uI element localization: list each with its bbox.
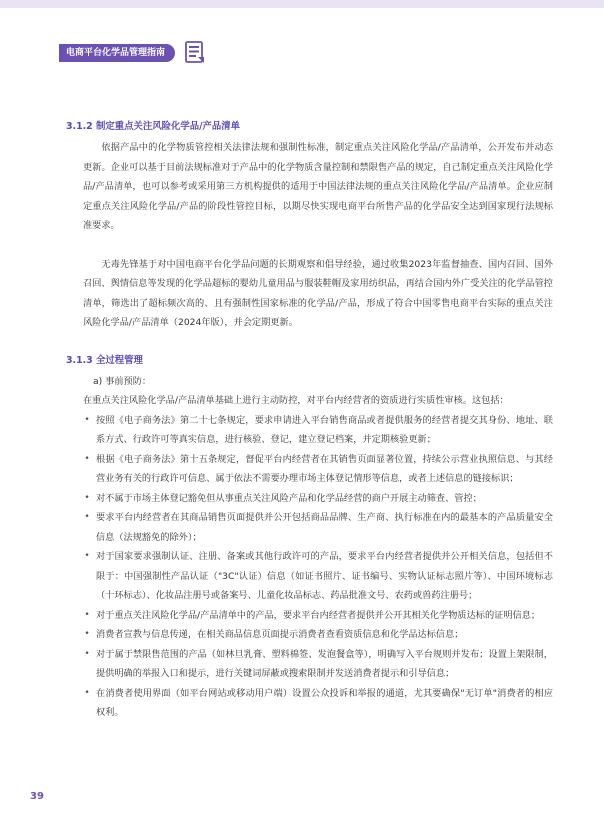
bullet-icon: • — [84, 414, 90, 425]
paragraph: 依据产品中的化学物质管控相关法律法规和强制性标准，制定重点关注风险化学品/产品清单，公开发布并动态更新。企业可以基于目前法规标准对于产品中的化学物质含量控制和禁限售产品的规定，自己制定重点关注风险化学品/产品清单，也可以参考或采用第三方机构提供的适用于中国法律法规的重点关注风险化学品/产品清单。企业应制定重点关注风险化学品/产品的阶段性管控目标，以期尽快实现电商平台所售产品的化学品安全达到国家现行法规标准要求。 — [83, 142, 553, 231]
intro-text: 在重点关注风险化学品/产品清单基础上进行主动防控，对平台内经营者的资质进行实质性审核。这包括： — [83, 395, 509, 406]
header-title-tab: 电商平台化学品管理指南 — [59, 44, 175, 62]
bullet-icon: • — [84, 687, 90, 698]
page-number: 39 — [30, 791, 44, 802]
list-item: • 按照《电子商务法》第二十七条规定，要求申请进入平台销售商品或者提供服务的经营者提交其身份、地址、联系方式、行政许可等真实信息，进行核验、登记，建立登记档案，并定期核验更新； — [83, 411, 553, 450]
list-item: • 消费者宣教与信息传递，在相关商品信息页面提示消费者查看资质信息和化学品达标信息； — [83, 625, 553, 645]
header-decoration-bar — [0, 0, 604, 8]
bullet-icon: • — [84, 512, 90, 522]
section-title-3-1-2: 3.1.2 制定重点关注风险化学品/产品清单 — [66, 121, 241, 132]
page-content — [66, 118, 553, 723]
list-item: • 根据《电子商务法》第十五条规定，督促平台内经营者在其销售页面显著位置，持续公示营业执照信息、与其经营业务有关的行政许可信息、属于依法不需要办理市场主体登记情形等信息，或者上述信息的链接标识； — [83, 450, 553, 489]
list-item: • 在消费者使用界面（如平台网站或移动用户端）设置公众投诉和举报的通道，尤其要确保"无订单"消费者的相应权利。 — [83, 684, 553, 723]
bullet-icon: • — [84, 609, 90, 620]
bullet-icon: • — [84, 551, 90, 561]
document-list-icon — [184, 40, 206, 64]
list-item: • 对于重点关注风险化学品/产品清单中的产品，要求平台内经营者提供并公开其相关化学物质达标的证明信息； — [83, 606, 553, 626]
subsection-label: a) 事前预防： — [93, 375, 152, 387]
list-item: • 对于国家要求强制认证、注册、备案或其他行政许可的产品，要求平台内经营者提供并公开相关信息，包括但不限于：中国强制性产品认证（"3C"认证）信息（如证书照片、证书编号、实物认证标志照片等）、中国环境标志（十环标志）、化妆品注册号或备案号、儿童化妆品标志、药品批准文号、农药或兽药注册号； — [83, 547, 553, 606]
list-item: • 要求平台内经营者在其商品销售页面提供并公开包括商品品牌、生产商、执行标准在内的最基本的产品质量安全信息（法规豁免的除外）； — [83, 508, 553, 547]
bullet-icon: • — [84, 492, 90, 503]
requirements-list — [83, 411, 553, 723]
bullet-icon: • — [84, 648, 90, 659]
bullet-icon: • — [84, 629, 90, 639]
bullet-icon: • — [84, 453, 90, 464]
list-item: • 对于属于禁限售范围的产品（如林旦乳膏、塑料棉签、发泡餐盒等），明确写入平台规则并发布；设置上架限制，提供明确的举报入口和提示，进行关键词屏蔽或搜索限制并发送消费者提示和引导信息； — [83, 645, 553, 684]
section-title-3-1-3: 3.1.3 全过程管理 — [66, 354, 143, 366]
list-item: • 对不属于市场主体登记豁免但从事重点关注风险产品和化学品经营的商户开展主动筛查、管控； — [83, 489, 553, 509]
paragraph: 无毒先锋基于对中国电商平台化学品问题的长期观察和倡导经验，通过收集2023年监督抽查、国内召回、国外召回、舆情信息等发现的化学品超标的婴幼儿童用品与服装鞋帽及家用纺织品，再结合国内外广受关注的化学品管控清单，筛选出了超标频次高的、且有强制性国家标准的化学品/产品，形成了符合中国零售电商平台实际的重点关注风险化学品/产品清单（2024年版），并会定期更新。 — [83, 258, 553, 328]
